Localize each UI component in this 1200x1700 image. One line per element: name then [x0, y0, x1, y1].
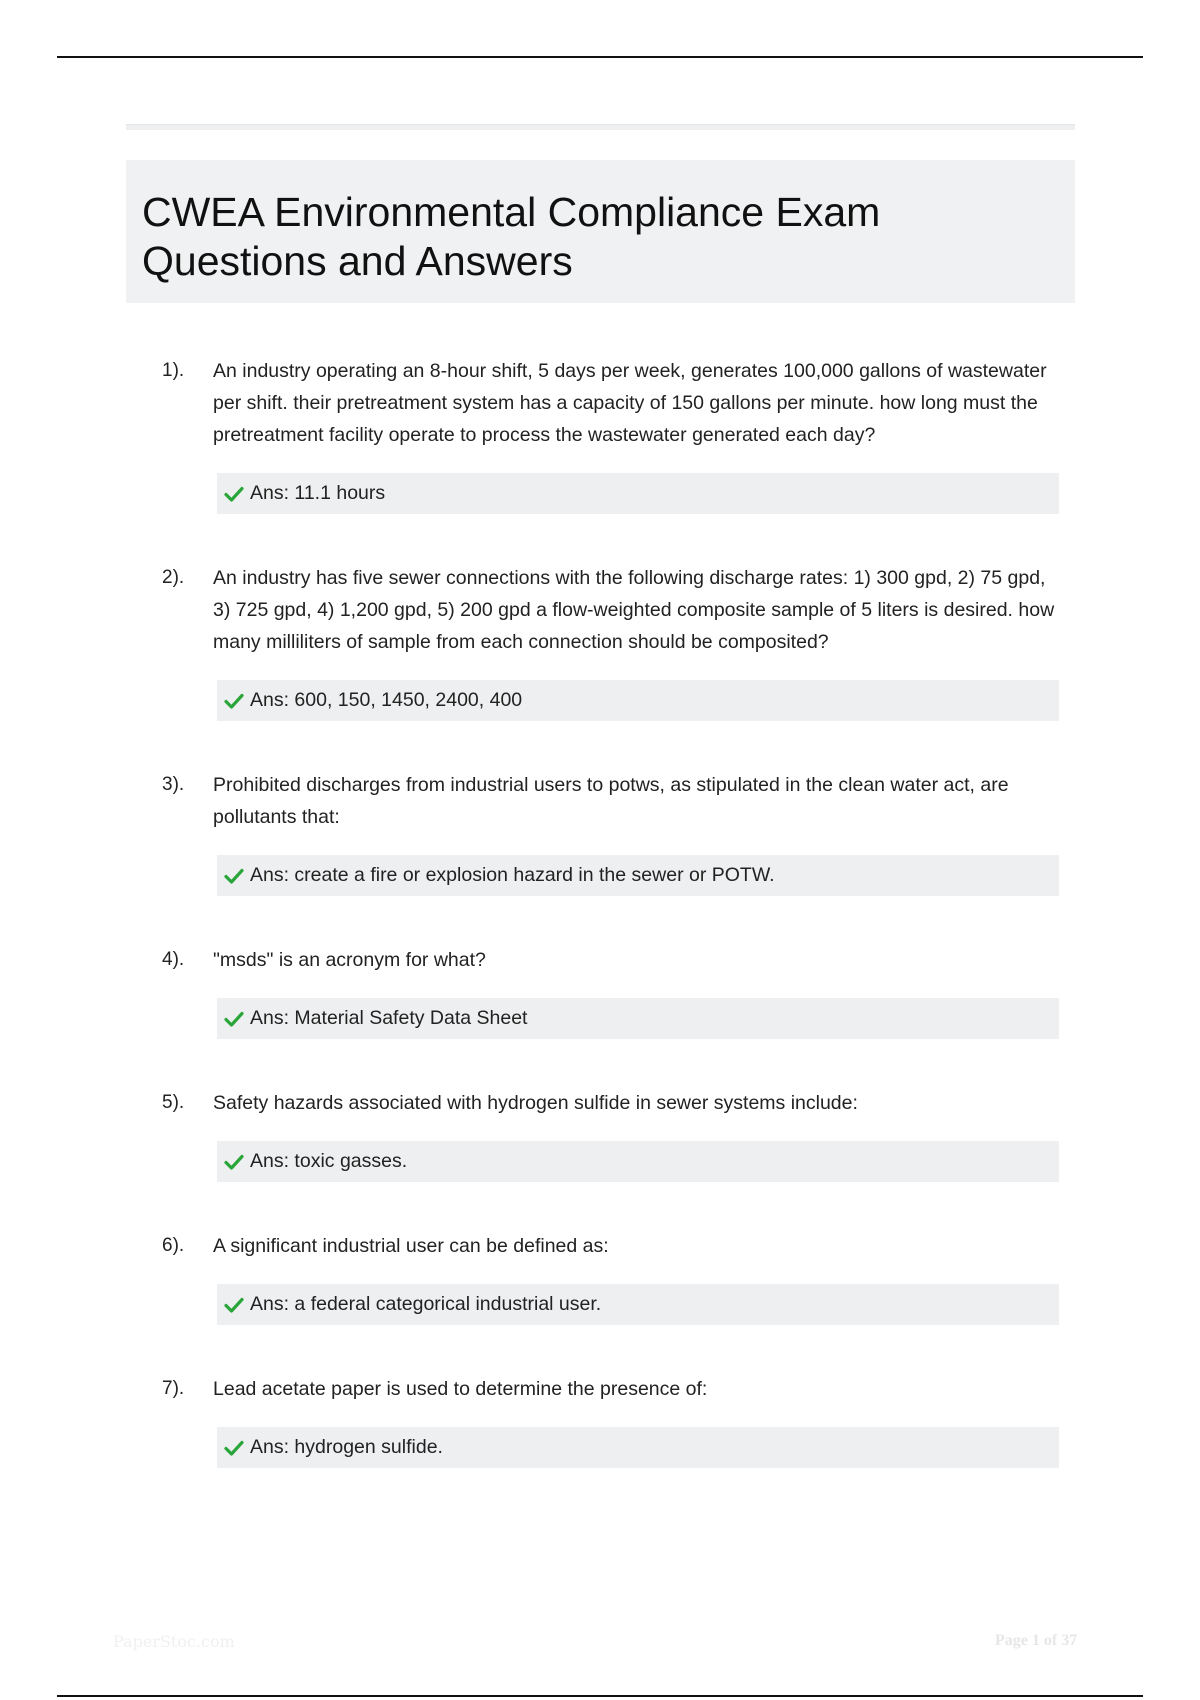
question-text: A significant industrial user can be defined as:	[213, 1235, 609, 1257]
check-icon	[224, 1154, 244, 1170]
answer-text: Ans: 600, 150, 1450, 2400, 400	[250, 689, 523, 711]
question-number: 2).	[162, 567, 185, 588]
question-item-2	[126, 562, 1075, 721]
answer-box	[217, 855, 1059, 896]
bottom-rule	[57, 1695, 1143, 1697]
question-number: 5).	[162, 1092, 185, 1113]
watermark: PaperStoc.com	[113, 1632, 235, 1651]
document-content	[126, 124, 1075, 1516]
answer-text: Ans: create a fire or explosion hazard in the sewer or POTW.	[250, 864, 775, 886]
answer-text: Ans: hydrogen sulfide.	[250, 1436, 443, 1458]
question-text: An industry operating an 8-hour shift, 5 days per week, generates 100,000 gallons of wastewater per shift. their pretreatment system has a capacity of 150 gallons per minute. how long must the pretreatment facility operate to process the wastewater generated each day?	[213, 360, 1047, 446]
page-title-line-2: Questions and Answers	[142, 238, 573, 284]
answer-text: Ans: 11.1 hours	[250, 482, 386, 504]
page-title-line-1: CWEA Environmental Compliance Exam	[142, 189, 881, 235]
answer-box	[217, 1284, 1059, 1325]
question-number: 7).	[162, 1378, 185, 1399]
question-text: Lead acetate paper is used to determine the presence of:	[213, 1378, 708, 1400]
check-icon	[224, 868, 244, 884]
page-number: Page 1 of 37	[995, 1632, 1078, 1649]
question-text: Safety hazards associated with hydrogen sulfide in sewer systems include:	[213, 1092, 858, 1114]
question-number: 1).	[162, 360, 185, 381]
question-item-1	[126, 355, 1075, 514]
question-number: 3).	[162, 774, 185, 795]
question-item-7	[126, 1373, 1075, 1468]
question-list	[126, 355, 1075, 1468]
check-icon	[224, 486, 244, 502]
check-icon	[224, 1011, 244, 1027]
question-item-6	[126, 1230, 1075, 1325]
answer-text: Ans: toxic gasses.	[250, 1150, 408, 1172]
answer-box	[217, 680, 1059, 721]
top-rule	[57, 56, 1143, 58]
question-text: An industry has five sewer connections with the following discharge rates: 1) 300 gpd, 2) 75 gpd, 3) 725 gpd, 4) 1,200 gpd, 5) 200 gpd a flow-weighted composite sample of 5 liters is desired. how many milliliters of sample from each connection should be composited?	[213, 567, 1055, 653]
header-divider	[126, 124, 1075, 130]
answer-text: Ans: Material Safety Data Sheet	[250, 1007, 528, 1029]
question-text: Prohibited discharges from industrial users to potws, as stipulated in the clean water act, are pollutants that:	[213, 774, 1009, 828]
question-number: 6).	[162, 1235, 185, 1256]
check-icon	[224, 1297, 244, 1313]
answer-box	[217, 473, 1059, 514]
answer-text: Ans: a federal categorical industrial user.	[250, 1293, 602, 1315]
title-panel	[126, 160, 1075, 303]
question-item-4	[126, 944, 1075, 1039]
check-icon	[224, 693, 244, 709]
question-item-3	[126, 769, 1075, 896]
question-text: "msds" is an acronym for what?	[213, 949, 486, 971]
question-number: 4).	[162, 949, 185, 970]
answer-box	[217, 1141, 1059, 1182]
check-icon	[224, 1440, 244, 1456]
answer-box	[217, 998, 1059, 1039]
question-item-5	[126, 1087, 1075, 1182]
answer-box	[217, 1427, 1059, 1468]
